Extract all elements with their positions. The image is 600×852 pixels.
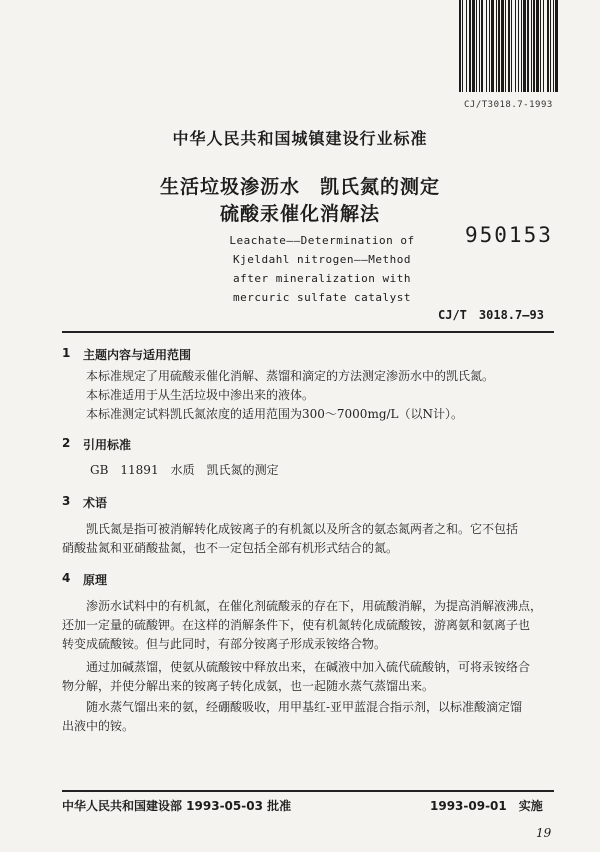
org-title: 中华人民共和国城镇建设行业标准 [172, 129, 428, 148]
paragraph: 通过加碱蒸馏，使氨从硫酸铵中释放出来，在碱液中加入硫代硫酸钠，可将汞铵络合 [86, 660, 531, 674]
barcode-bar [547, 0, 549, 92]
doc-title-line1: 生活垃圾渗沥水 凯氏氮的测定 [159, 176, 440, 198]
barcode-bar [505, 0, 506, 92]
english-title-line: Leachate——Determination of [229, 234, 415, 247]
barcode-bar [515, 0, 516, 92]
paragraph: 本标准规定了用硫酸汞催化消解、蒸馏和滴定的方法测定渗沥水中的凯氏氮。 [86, 369, 495, 383]
barcode [455, 0, 585, 96]
barcode-bar [553, 0, 554, 92]
paragraph: 物分解，并使分解出来的铵离子转化成氨，也一起随水蒸气蒸馏出来。 [62, 679, 435, 693]
doc-title-line2: 硫酸汞催化消解法 [219, 203, 380, 225]
barcode-graphic [455, 0, 585, 96]
barcode-bar [489, 0, 490, 92]
barcode-bar [481, 0, 483, 92]
english-title-line: Kjeldahl nitrogen——Method [232, 253, 412, 266]
paragraph: GB 11891 水质 凯氏氮的测定 [90, 463, 279, 477]
section-number: 3 [62, 494, 71, 508]
paragraph: 硝酸盐氮和亚硝酸盐氮，也不一定包括全部有机形式结合的氮。 [62, 541, 399, 555]
english-title [212, 231, 432, 307]
barcode-bar [486, 0, 487, 92]
standard-code: CJ/T 3018.7—93 [438, 308, 544, 322]
barcode-bar [531, 0, 532, 92]
bottom-divider [62, 790, 554, 792]
barcode-bar [555, 0, 558, 92]
issue-statement: 中华人民共和国建设部 1993-05-03 批准 [62, 799, 292, 813]
barcode-bar [527, 0, 529, 92]
section-number: 1 [62, 346, 71, 360]
paragraph: 渗沥水试料中的有机氮，在催化剂硫酸汞的存在下，用硫酸消解，为提高消解液沸点， [86, 599, 543, 613]
barcode-bar [466, 0, 467, 92]
barcode-bar [536, 0, 539, 92]
section-title: 术语 [83, 496, 108, 510]
barcode-bar [533, 0, 535, 92]
section-number: 2 [62, 436, 71, 450]
page-number: 19 [536, 826, 552, 840]
paragraph: 转变成硫酸铵。但与此同时，有部分铵离子形成汞铵络合物。 [62, 637, 387, 651]
paragraph: 随水蒸气馏出来的氨，经硼酸吸收，用甲基红-亚甲蓝混合指示剂，以标准酸滴定馏 [86, 700, 523, 714]
barcode-code: CJ/T3018.7-1993 [464, 100, 553, 110]
paragraph: 凯氏氮是指可被消解转化成铵离子的有机氮以及所含的氨态氮两者之和。它不包括 [86, 522, 519, 536]
barcode-bar [476, 0, 477, 92]
barcode-bar [523, 0, 526, 92]
effective-statement: 1993-09-01 实施 [430, 799, 543, 813]
barcode-bar [462, 0, 463, 92]
barcode-bar [521, 0, 522, 92]
barcode-bar [550, 0, 551, 92]
barcode-bar [543, 0, 544, 92]
barcode-bar [469, 0, 471, 92]
paragraph: 还加一定量的硫酸钾。在这样的消解条件下，使有机氮转化成硫酸铵，游离氨和氨离子也 [62, 618, 531, 632]
paragraph: 出液中的铵。 [62, 719, 135, 733]
paragraph: 本标准测定试料凯氏氮浓度的适用范围为300～7000mg/L（以N计）。 [86, 407, 464, 421]
top-divider [62, 331, 554, 333]
section-title: 原理 [83, 573, 108, 587]
barcode-bar [472, 0, 475, 92]
barcode-bar [501, 0, 504, 92]
paragraph: 本标准适用于从生活垃圾中渗出来的液体。 [86, 388, 315, 402]
barcode-bar [540, 0, 541, 92]
english-title-line: after mineralization with [232, 272, 412, 285]
barcode-bar [511, 0, 512, 92]
barcode-bar [479, 0, 480, 92]
section-number: 4 [62, 571, 71, 585]
barcode-bar [491, 0, 494, 92]
english-title-line: mercuric sulfate catalyst [232, 291, 412, 304]
barcode-bar [459, 0, 461, 92]
barcode-bar [508, 0, 510, 92]
barcode-bar [496, 0, 497, 92]
barcode-bar [498, 0, 500, 92]
barcode-bar [518, 0, 519, 92]
doc-number: 950153 [465, 223, 553, 247]
section-title: 主题内容与适用范围 [83, 348, 192, 362]
section-title: 引用标准 [83, 438, 132, 452]
